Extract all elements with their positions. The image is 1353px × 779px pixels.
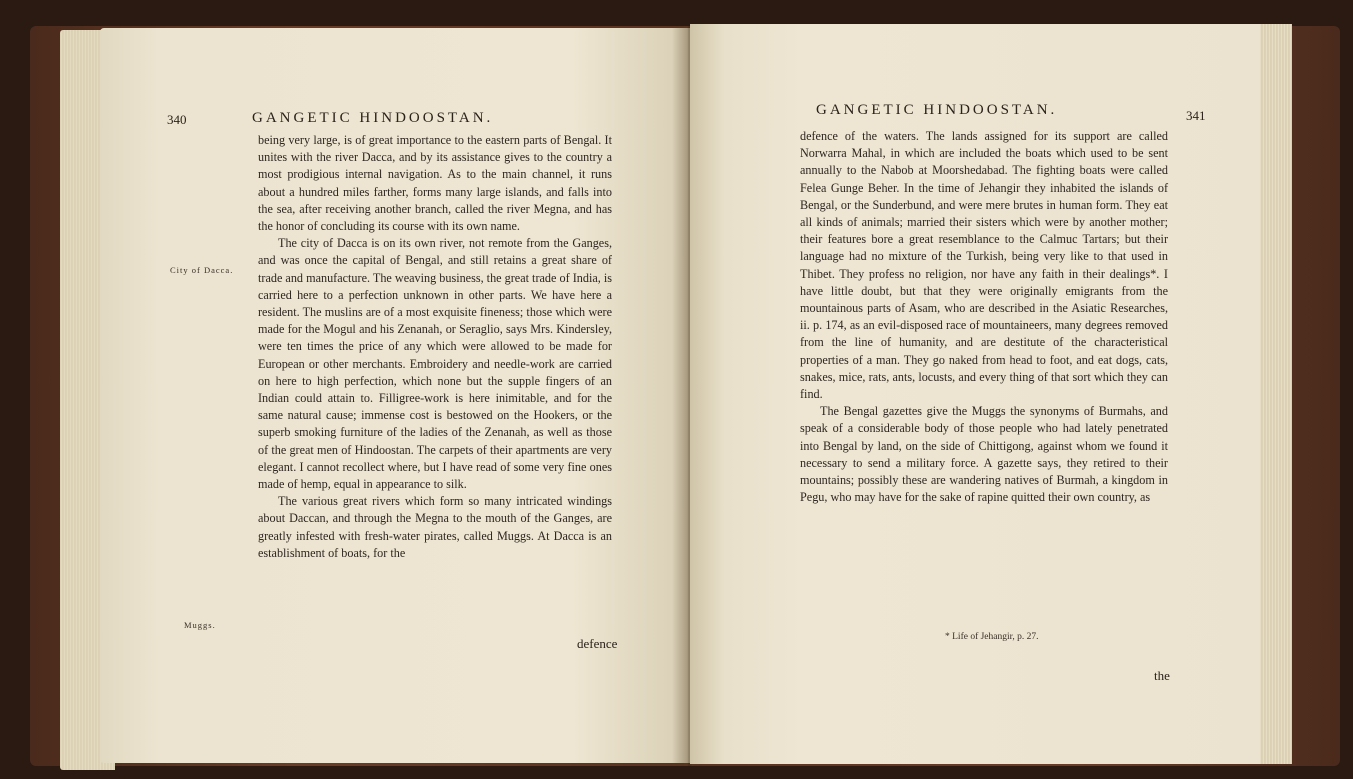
- running-head: GANGETIC HINDOOSTAN.: [816, 102, 1058, 118]
- paragraph: being very large, is of great importance to the eastern parts of Bengal. It unites with the river Dacca, and by its assistance gives to the country a most prodigious internal navigation. As to the main channel, it runs about a hundred miles farther, forms many large islands, and falls into the sea, after receiving another branch, called the river Megna, and has the honor of concluding its course with its own name.: [258, 133, 612, 234]
- catchword: defence: [577, 636, 618, 651]
- page-number: 341: [1186, 108, 1206, 123]
- margin-note-muggs: Muggs.: [184, 620, 216, 630]
- paragraph: The city of Dacca is on its own river, not remote from the Ganges, and was once the capital of Bengal, and still retains a great share of trade and manufacture. The weaving business, the great trade of India, is carried here to a perfection unknown in other parts. We have here a resident. The muslins are of a most exquisite fineness; those which were made for the Mogul and his Zenanah, or Seraglio, says Mrs. Kindersley, were ten times the price of any which were allowed to be made for European or other merchants. Embroidery and needle-work are carried on here to high perfection, which none but the supple fingers of an Indian could attain to. Filligree-work is here inimitable, and for the same natural cause; immense cost is bestowed on the Hookers, or the superb smoking furniture of the ladies of the Zenanah, as well as those of the great men of Hindoostan. The carpets of their apartments are very elegant. I cannot recollect where, but I have read of some very fine ones made of hemp, equal in appearance to silk.: [258, 236, 612, 492]
- left-page: [100, 28, 690, 763]
- footnote: * Life of Jehangir, p. 27.: [945, 632, 1039, 642]
- right-body: [800, 128, 1168, 506]
- paragraph: defence of the waters. The lands assigned for its support are called Norwarra Mahal, in which are included the boats which used to be sent annually to the Nabob at Moorshedabad. The fighting boats were called Felea Gunge Beher. In the time of Jehangir they inhabited the islands of Bengal, or the Sunderbund, and were mere brutes in human form. They eat all kinds of animals; married their sisters which were by another mother; their features bore a great resemblance to the Calmuc Tartars; but their language had no mixture of the Turkish, being very like to that used in Thibet. They profess no religion, nor have any faith in their dealings*. I have little doubt, but that they were originally emigrants from the mountainous parts of Asam, who are described in the Asiatic Researches, ii. p. 174, as an evil-disposed race of mountaineers, many degrees removed from the line of humanity, and are destitute of the characteristical properties of a man. They go naked from head to foot, and eat dogs, cats, snakes, mice, rats, ants, locusts, and every thing of that sort which they can find.: [800, 129, 1168, 402]
- margin-note-city-of-dacca: City of Dacca.: [170, 265, 234, 275]
- running-head: GANGETIC HINDOOSTAN.: [252, 110, 494, 126]
- paragraph: The Bengal gazettes give the Muggs the synonyms of Burmahs, and speak of a considerable body of those people who had lately penetrated into Bengal by land, on the side of Chittigong, against whom we found it necessary to send a military force. A gazette says, they retired to their mountains; possibly these are wandering natives of Burmah, a kingdom in Pegu, who may have for the sake of rapine quitted their own country, as: [800, 404, 1168, 505]
- page-number: 340: [167, 112, 187, 127]
- left-body: [258, 132, 612, 562]
- right-page: [690, 24, 1260, 764]
- paragraph: The various great rivers which form so many intricated windings about Daccan, and through the Megna to the mouth of the Ganges, are greatly infested with fresh-water pirates, called Muggs. At Dacca is an establishment of boats, for the: [258, 494, 612, 560]
- catchword: the: [1154, 668, 1170, 683]
